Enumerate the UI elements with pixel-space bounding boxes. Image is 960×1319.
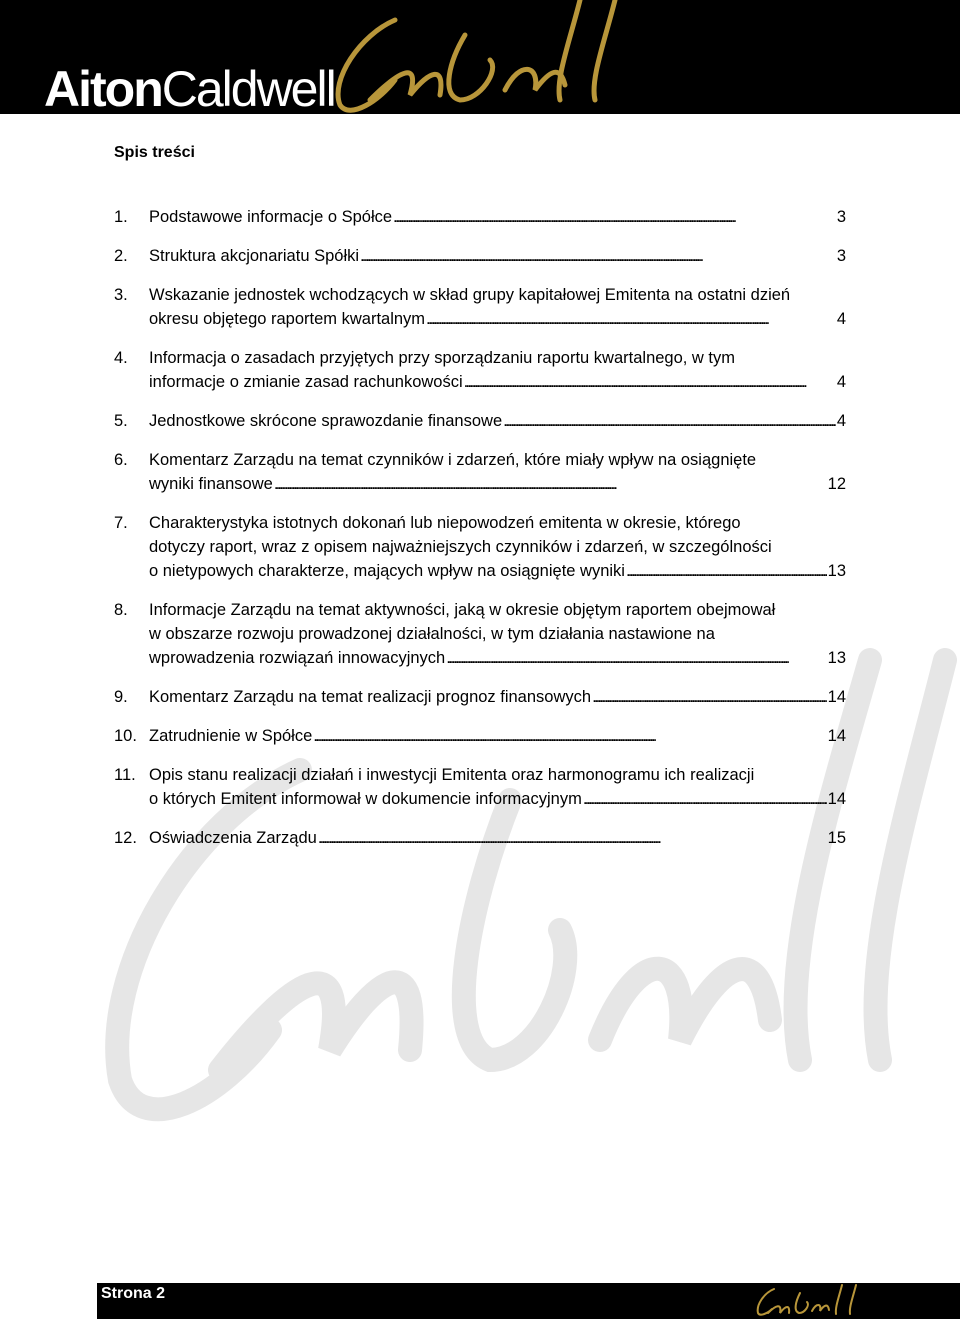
dot-leader — [393, 205, 836, 229]
dot-leader — [426, 307, 836, 331]
toc-entry-number: 1. — [114, 208, 128, 226]
toc-entry-line: Informacje Zarządu na temat aktywności, jaką w okresie objętym raportem obejmował — [149, 601, 776, 619]
toc-entry[interactable] — [114, 283, 846, 331]
toc-entry-line: dotyczy raport, wraz z opisem najważniejszych czynników i zdarzeń, w szczególności — [149, 538, 772, 556]
toc-entry-number: 10. — [114, 727, 137, 745]
toc-entry-page: 3 — [836, 208, 846, 226]
toc-entry-number: 9. — [114, 688, 128, 706]
footer-signature-logo — [752, 1283, 862, 1319]
toc-entry-line: Opis stanu realizacji działań i inwestycji Emitenta oraz harmonogramu ich realizacji — [149, 766, 755, 784]
dot-leader — [360, 244, 836, 268]
toc-entry[interactable] — [114, 448, 846, 496]
dot-leader — [318, 826, 827, 850]
toc-entry[interactable] — [114, 598, 846, 670]
signature-logo — [300, 0, 640, 114]
toc-entry-line: Wskazanie jednostek wchodzących w skład grupy kapitałowej Emitenta na ostatni dzień — [149, 286, 791, 304]
table-of-contents — [114, 205, 846, 865]
toc-entry-page: 14 — [827, 727, 846, 745]
toc-entry-title: okresu objętego raportem kwartalnym — [149, 310, 426, 328]
toc-entry-page: 15 — [827, 829, 846, 847]
company-logo — [44, 61, 335, 114]
toc-entry-number: 2. — [114, 247, 128, 265]
toc-entry-title: o których Emitent informował w dokumencie informacyjnym — [149, 790, 582, 808]
toc-entry-page: 13 — [827, 649, 846, 667]
toc-entry-title: Jednostkowe skrócone sprawozdanie finansowe — [149, 412, 503, 430]
toc-entry-page: 4 — [836, 310, 846, 328]
toc-entry-number: 4. — [114, 349, 128, 367]
dot-leader — [446, 646, 826, 670]
toc-heading: Spis treści — [114, 144, 195, 161]
toc-entry-page: 14 — [827, 790, 846, 808]
footer-bar — [97, 1283, 960, 1319]
toc-entry-title: Zatrudnienie w Spółce — [149, 727, 313, 745]
dot-leader — [464, 370, 836, 394]
toc-entry-line: w obszarze rozwoju prowadzonej działalności, w tym działania nastawione na — [149, 625, 715, 643]
page-number-label: Strona 2 — [101, 1285, 166, 1302]
toc-entry[interactable] — [114, 685, 846, 709]
toc-entry-page: 4 — [836, 412, 846, 430]
toc-entry[interactable] — [114, 763, 846, 811]
toc-entry-page: 13 — [827, 562, 846, 580]
toc-entry-number: 8. — [114, 601, 128, 619]
toc-entry-number: 3. — [114, 286, 128, 304]
toc-entry[interactable] — [114, 409, 846, 433]
toc-entry-title: informacje o zmianie zasad rachunkowości — [149, 373, 463, 391]
dot-leader — [592, 685, 827, 709]
toc-entry-number: 12. — [114, 829, 137, 847]
toc-entry-number: 11. — [114, 766, 136, 784]
toc-entry-number: 5. — [114, 412, 128, 430]
toc-entry[interactable] — [114, 724, 846, 748]
toc-entry-title: wprowadzenia rozwiązań innowacyjnych — [149, 649, 446, 667]
toc-entry-title: wyniki finansowe — [149, 475, 273, 493]
toc-entry[interactable] — [114, 244, 846, 268]
toc-entry-title: Podstawowe informacje o Spółce — [149, 208, 393, 226]
toc-entry-number: 6. — [114, 451, 128, 469]
toc-entry-title: o nietypowych charakterze, mających wpływ na osiągnięte wyniki — [149, 562, 625, 580]
toc-entry[interactable] — [114, 346, 846, 394]
dot-leader — [503, 409, 836, 433]
header-banner — [0, 0, 960, 114]
dot-leader — [313, 724, 826, 748]
dot-leader — [626, 559, 827, 583]
toc-entry-page: 12 — [827, 475, 846, 493]
toc-entry-page: 14 — [827, 688, 846, 706]
toc-entry-title: Komentarz Zarządu na temat realizacji prognoz finansowych — [149, 688, 592, 706]
toc-entry-line: Charakterystyka istotnych dokonań lub niepowodzeń emitenta w okresie, którego — [149, 514, 741, 532]
dot-leader — [583, 787, 827, 811]
toc-entry-page: 3 — [836, 247, 846, 265]
toc-entry-title: Struktura akcjonariatu Spółki — [149, 247, 360, 265]
logo-bold-text: Aiton — [44, 61, 162, 114]
toc-entry-line: Komentarz Zarządu na temat czynników i zdarzeń, które miały wpływ na osiągnięte — [149, 451, 757, 469]
toc-entry-title: Oświadczenia Zarządu — [149, 829, 317, 847]
dot-leader — [274, 472, 827, 496]
logo-regular-text: Caldwell — [161, 61, 335, 114]
toc-entry-line: Informacja o zasadach przyjętych przy sporządzaniu raportu kwartalnego, w tym — [149, 349, 736, 367]
toc-entry-page: 4 — [836, 373, 846, 391]
toc-entry-number: 7. — [114, 514, 128, 532]
toc-entry[interactable] — [114, 826, 846, 850]
toc-entry[interactable] — [114, 511, 846, 583]
toc-entry[interactable] — [114, 205, 846, 229]
